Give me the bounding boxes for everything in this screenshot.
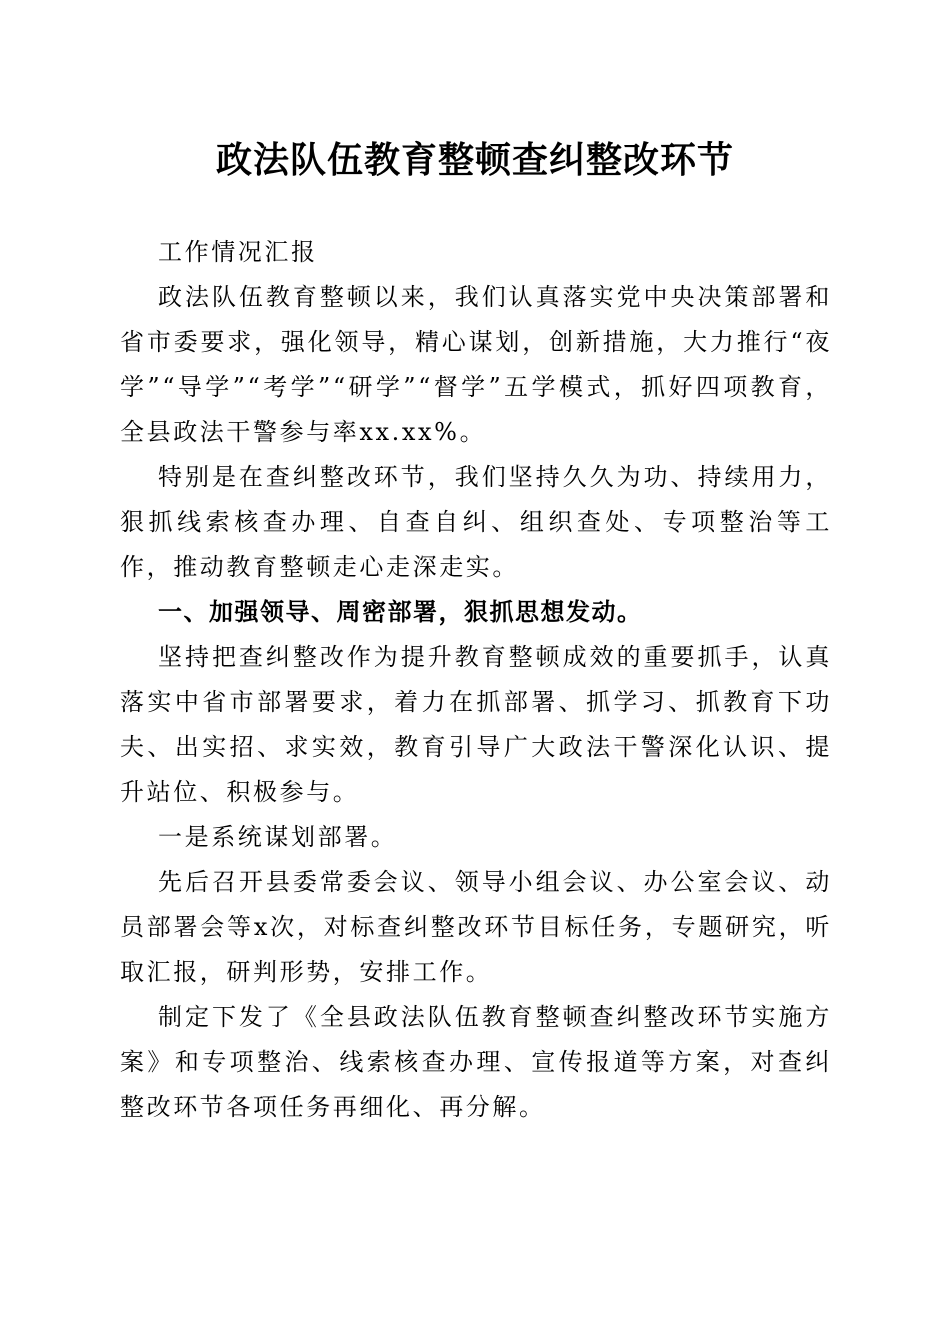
section-heading-1: 一、加强领导、周密部署，狠抓思想发动。 [158, 598, 643, 626]
document-body [120, 230, 832, 1130]
paragraph-meetings: 先后召开县委常委会议、领导小组会议、办公室会议、动员部署会等x次，对标查纠整改环节目标任务，专题研究，听取汇报，研判形势，安排工作。 [120, 868, 832, 986]
paragraph-rectification: 特别是在查纠整改环节，我们坚持久久为功、持续用力，狠抓线索核查办理、自查自纠、组织查处、专项整治等工作，推动教育整顿走心走深走实。 [120, 463, 832, 581]
paragraph-intro: 政法队伍教育整顿以来，我们认真落实党中央决策部署和省市委要求，强化领导，精心谋划，创新措施，大力推行“夜学”“导学”“考学”“研学”“督学”五学模式，抓好四项教育，全县政法干警参与率xx.xx%。 [120, 283, 832, 446]
document-title: 政法队伍教育整顿查纠整改环节 [215, 139, 734, 181]
paragraph-section-1: 坚持把查纠整改作为提升教育整顿成效的重要抓手，认真落实中省市部署要求，着力在抓部署、抓学习、抓教育下功夫、出实招、求实效，教育引导广大政法干警深化认识、提升站位、积极参与。 [120, 643, 832, 806]
subheading-planning: 一是系统谋划部署。 [158, 823, 398, 851]
paragraph-subtitle: 工作情况汇报 [158, 238, 318, 266]
paragraph-plan: 制定下发了《全县政法队伍教育整顿查纠整改环节实施方案》和专项整治、线索核查办理、宣传报道等方案，对查纠整改环节各项任务再细化、再分解。 [120, 1003, 832, 1121]
